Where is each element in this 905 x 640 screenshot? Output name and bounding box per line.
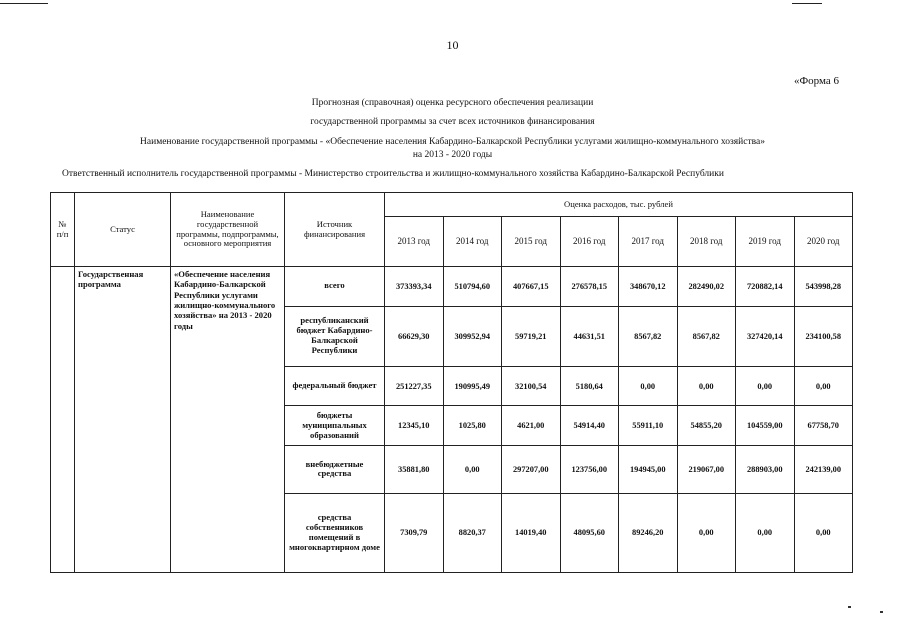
page-number: 10 (446, 38, 459, 52)
source-cell: федеральный бюджет (285, 366, 385, 406)
value-cell: 0,00 (443, 446, 502, 494)
header-year: 2013 год (385, 217, 444, 267)
source-cell: всего (285, 267, 385, 307)
responsible-executor-line: Ответственный исполнитель государственной программы - Министерство строительства и жилищно-коммунального хозяйства Кабардино-Балкарской Республики (62, 169, 724, 179)
value-cell: 89246,20 (619, 493, 678, 572)
row-number-cell (51, 267, 75, 573)
value-cell: 4621,00 (502, 406, 561, 446)
value-cell: 44631,51 (560, 306, 619, 366)
value-cell: 194945,00 (619, 446, 678, 494)
source-cell: бюджеты муниципальных образований (285, 406, 385, 446)
value-cell: 14019,40 (502, 493, 561, 572)
form-label: «Форма 6 (793, 75, 839, 87)
value-cell: 66629,30 (385, 306, 444, 366)
header-year: 2015 год (502, 217, 561, 267)
header-number: № п/п (51, 193, 75, 267)
value-cell: 55911,10 (619, 406, 678, 446)
scan-speck (880, 611, 883, 613)
value-cell: 104559,00 (736, 406, 795, 446)
header-year: 2018 год (677, 217, 736, 267)
header-status: Статус (75, 193, 171, 267)
source-cell: средства собственников помещений в многоквартирном доме (285, 493, 385, 572)
value-cell: 0,00 (736, 493, 795, 572)
value-cell: 282490,02 (677, 267, 736, 307)
header-name: Наименование государственной программы, подпрограммы, основного мероприятия (171, 193, 285, 267)
table-row (51, 267, 853, 307)
value-cell: 219067,00 (677, 446, 736, 494)
value-cell: 407667,15 (502, 267, 561, 307)
source-cell: внебюджетные средства (285, 446, 385, 494)
value-cell: 234100,58 (794, 306, 853, 366)
value-cell: 8567,82 (619, 306, 678, 366)
header-year: 2016 год (560, 217, 619, 267)
status-cell: Государственная программа (75, 267, 171, 573)
value-cell: 1025,80 (443, 406, 502, 446)
value-cell: 720882,14 (736, 267, 795, 307)
value-cell: 8567,82 (677, 306, 736, 366)
value-cell: 190995,49 (443, 366, 502, 406)
value-cell: 54855,20 (677, 406, 736, 446)
value-cell: 7309,79 (385, 493, 444, 572)
header-estimate: Оценка расходов, тыс. рублей (385, 193, 853, 217)
value-cell: 123756,00 (560, 446, 619, 494)
source-cell: республиканский бюджет Кабардино-Балкарской Республики (285, 306, 385, 366)
value-cell: 348670,12 (619, 267, 678, 307)
header-year: 2019 год (736, 217, 795, 267)
value-cell: 32100,54 (502, 366, 561, 406)
value-cell: 67758,70 (794, 406, 853, 446)
header-source: Источник финансирования (285, 193, 385, 267)
value-cell: 5180,64 (560, 366, 619, 406)
value-cell: 373393,34 (385, 267, 444, 307)
value-cell: 251227,35 (385, 366, 444, 406)
scan-edge-mark (792, 3, 822, 4)
scan-speck (848, 606, 851, 608)
value-cell: 242139,00 (794, 446, 853, 494)
value-cell: 48095,60 (560, 493, 619, 572)
value-cell: 510794,60 (443, 267, 502, 307)
header-year: 2014 год (443, 217, 502, 267)
resource-estimate-table (50, 192, 853, 573)
value-cell: 0,00 (736, 366, 795, 406)
value-cell: 327420,14 (736, 306, 795, 366)
value-cell: 0,00 (677, 493, 736, 572)
program-name-line: Наименование государственной программы - «Обеспечение населения Кабардино-Балкарской Республики услугами жилищно-коммунального хозяйства» (140, 137, 765, 147)
value-cell: 0,00 (794, 493, 853, 572)
header-year: 2017 год (619, 217, 678, 267)
value-cell: 297207,00 (502, 446, 561, 494)
value-cell: 288903,00 (736, 446, 795, 494)
value-cell: 276578,15 (560, 267, 619, 307)
program-name-cell: «Обеспечение населения Кабардино-Балкарской Республики услугами жилищно-коммунального хозяйства» на 2013 - 2020 годы (171, 267, 285, 573)
value-cell: 35881,80 (385, 446, 444, 494)
heading-line-2: государственной программы за счет всех источников финансирования (310, 117, 595, 127)
value-cell: 0,00 (794, 366, 853, 406)
heading-line-1: Прогнозная (справочная) оценка ресурсного обеспечения реализации (311, 98, 594, 108)
value-cell: 309952,94 (443, 306, 502, 366)
header-year: 2020 год (794, 217, 853, 267)
program-period-line: на 2013 - 2020 годы (412, 150, 493, 160)
value-cell: 59719,21 (502, 306, 561, 366)
value-cell: 8820,37 (443, 493, 502, 572)
value-cell: 0,00 (619, 366, 678, 406)
value-cell: 543998,28 (794, 267, 853, 307)
value-cell: 54914,40 (560, 406, 619, 446)
value-cell: 12345,10 (385, 406, 444, 446)
value-cell: 0,00 (677, 366, 736, 406)
scan-edge-mark (0, 3, 48, 4)
